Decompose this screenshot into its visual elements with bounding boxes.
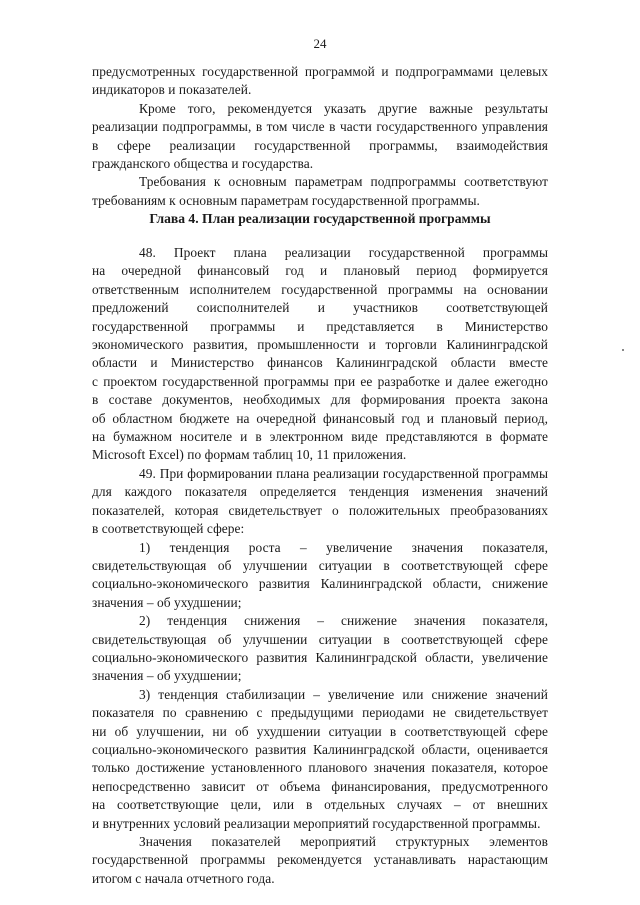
text-line: социально-экономического развития Калининградской области, снижение	[92, 576, 548, 592]
text-line: 1) тенденция роста – увеличение значения показателя,	[139, 539, 548, 555]
text-line: итогом с начала отчетного года.	[92, 870, 275, 886]
text-line: Кроме того, рекомендуется указать другие важные результаты	[139, 100, 548, 116]
text-line: области и Министерство финансов Калининградской области вместе	[92, 355, 548, 371]
text-line: 49. При формировании плана реализации государственной программы	[139, 465, 548, 481]
text-line: Microsoft Excel) по формам таблиц 10, 11 приложения.	[92, 447, 407, 463]
text-line: на бумажном носителе и в электронном виде представляются в формате	[92, 429, 548, 445]
text-line: свидетельствующая об улучшении ситуации в соответствующей сфере	[92, 631, 548, 647]
text-line: и внутренних условий реализации мероприятий государственной программы.	[92, 815, 541, 831]
intro-text-block	[92, 63, 548, 210]
text-line: 3) тенденция стабилизации – увеличение или снижение значений	[139, 686, 548, 702]
text-line: в сфере реализации государственной программы, взаимодействия	[92, 137, 548, 153]
text-line: только достижение установленного планового значения показателя, которое	[92, 760, 548, 776]
text-line: реализации подпрограммы, в том числе в части государственного управления	[92, 119, 548, 135]
text-line: Значения показателей мероприятий структурных элементов	[139, 834, 548, 849]
text-line: 2) тенденция снижения – снижение значения показателя,	[139, 613, 548, 629]
text-line: непосредственно зависит от объема финансирования, предусмотренного	[92, 778, 548, 794]
text-line: показателя по сравнению с предыдущими периодами не свидетельствует	[92, 705, 548, 721]
text-line: государственной программы рекомендуется устанавливать нарастающим	[92, 852, 548, 868]
text-line: показателей, которая свидетельствует о положительных преобразованиях	[92, 502, 548, 518]
text-line: Требования к основным параметрам подпрограммы соответствуют	[139, 174, 548, 190]
text-line: значения – об ухудшении;	[92, 594, 242, 610]
scan-speck	[622, 349, 624, 351]
text-line: с проектом государственной программы при ее разработке и далее ежегодно	[92, 373, 548, 389]
text-line: социально-экономического развития Калининградской области, увеличение	[92, 649, 548, 665]
text-line: об областном бюджете на очередной финансовый год и плановый период,	[92, 410, 548, 426]
text-line: 48. Проект плана реализации государственной программы	[139, 245, 548, 260]
text-line: на очередной финансовый год и плановый период формируется	[92, 263, 548, 279]
text-line: предусмотренных государственной программой и подпрограммами целевых	[92, 64, 548, 79]
text-line: ни об улучшении, ни об ухудшении ситуации в соответствующей сфере	[92, 723, 548, 739]
text-line: на соответствующие цели, или в отдельных случаях – от внешних	[92, 797, 548, 813]
text-line: предложений соисполнителей и участников соответствующей	[92, 300, 548, 316]
text-line: для каждого показателя определяется тенденция изменения значений	[92, 484, 548, 500]
text-line: свидетельствующая об улучшении ситуации в соответствующей сфере	[92, 557, 548, 573]
text-line: значения – об ухудшении;	[92, 668, 242, 684]
text-line: гражданского общества и государства.	[92, 156, 314, 172]
main-text-block	[92, 244, 548, 888]
chapter-heading: Глава 4. План реализации государственной программы	[149, 211, 491, 226]
text-line: государственной программы и представляется в Министерство	[92, 318, 548, 334]
text-line: индикаторов и показателей.	[92, 82, 252, 98]
text-line: в соответствующей сфере:	[92, 521, 245, 537]
text-line: требованиям к основным параметрам государственной программы.	[92, 192, 480, 208]
text-line: экономического развития, промышленности и торговли Калининградской	[92, 337, 548, 353]
text-line: ответственным исполнителем государственной программы на основании	[92, 281, 548, 297]
text-line: в составе документов, необходимых для формирования проекта закона	[92, 392, 548, 408]
text-line: социально-экономического развития Калининградской области, оценивается	[92, 741, 548, 757]
page-number: 24	[313, 36, 327, 51]
